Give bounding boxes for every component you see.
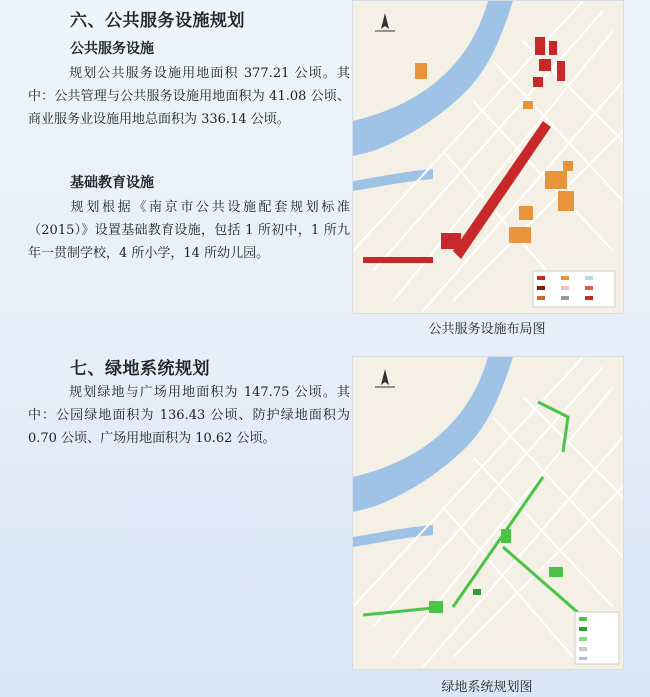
green-system-map-caption: 绿地系统规划图 [441,680,533,695]
green-system-paragraph [28,381,350,450]
education-subtitle: 基础教育设施 [70,175,154,191]
green-system-map-graphic [353,357,623,669]
public-service-paragraph [28,62,350,131]
green-system-text: 规划绿地与广场用地面积为 147.75 公顷。其中：公园绿地面积为 136.43 公顷、防护绿地面积为 0.70 公顷、广场用地面积为 10.62 公顷。 [28,385,350,446]
section-6-title: 六、公共服务设施规划 [70,11,245,31]
public-service-layout-map [352,0,624,314]
public-service-map-caption: 公共服务设施布局图 [428,322,546,337]
green-system-map [352,356,624,670]
education-paragraph [28,196,350,265]
public-service-text: 规划公共服务设施用地面积 377.21 公顷。其中：公共管理与公共服务设施用地面积为 41.08 公顷、商业服务业设施用地总面积为 336.14 公顷。 [28,66,350,127]
public-service-map-graphic [353,1,623,313]
public-service-subtitle: 公共服务设施 [70,41,154,57]
education-text: 规划根据《南京市公共设施配套规划标准（2015）》设置基础教育设施，包括 1 所初中，1 所九年一贯制学校，4 所小学，14 所幼儿园。 [28,200,350,261]
section-7-title: 七、绿地系统规划 [70,359,210,379]
